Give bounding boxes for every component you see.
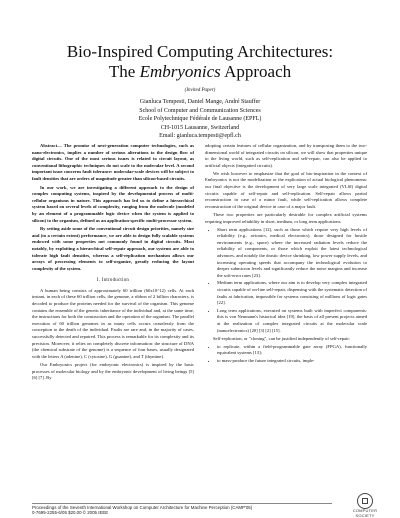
computer-society-icon [357,493,373,509]
logo-text: COMPUTER SOCIETY [352,508,378,518]
right-paragraph-1: adopting certain features of cellular organization, and by transposing them to the two-dimensional world of integrated circuits on silicon, we will show that properties unique to the living world, such as self-replication and self-repair, can also be applied to artificial objects (integrated circuits). [205,143,367,168]
author-names: Gianluca Tempesti, Daniel Mange, André Stauffer [139,99,261,105]
list-item: • Long term applications, executed on systems built with imperfect components: this is von Neumann's historical idea [19], the basis of all present projects aimed at the realization of complex integrated circuits at the molecular scale (nanoelectronics) [20] [3] [2] [15]. [217,308,367,334]
title-suffix: Approach [220,62,292,81]
list-item: • to replicate, within a field-programmable gate array (FPGA), functionally equivalent systems [13]; [217,344,367,357]
affiliation-1: School of Computer and Communication Sciences [139,107,261,114]
right-paragraph-3: These two properties are particularly desirable for complex artificial systems requiring improved reliability in short, medium, or long term applications. [205,211,367,224]
applications-list [205,227,367,335]
section-heading-introduction: I. Introduction [96,278,130,284]
footer-isbn: 0-7695-2255-6/05 $20.00 © 2005 IEEE [32,510,109,516]
abstract-paragraph-3: By setting aside some of the conventional circuit design priorities, namely size and (to a certain extent) performance, we are able to design fully scalable systems endowed with some properties not commonly found in digital circuits. Most notably, by exploiting a hierarchical self-repair approach, our systems are able to tolerate high fault densities, whereas a self-replication mechanism allows our arrays of processing elements to self-organize, greatly reducing the layout complexity of the system. [32,226,194,271]
list-item: • to mass-produce the future integrated circuits, imple- [217,358,367,365]
title-line-1: Bio-Inspired Computing Architectures: [66,42,334,61]
right-column [205,143,367,366]
self-replication-list [205,344,367,365]
left-column [32,143,194,383]
right-paragraph-2: We wish however to emphasize that the goal of bio-inspiration in the context of Embryonics is not the modelization or the explication of actual biological phenomena: our final objective is the development of very large scale integrated (VLSI) digital circuits capable of self-repair and self-replication. Self-repair allows partial reconstruction in case of a minor fault, while self-replication allows complete reconstruction of the original device in case of a major fault. [205,170,367,209]
title-prefix: The [108,62,140,81]
list-item: • Medium term applications, where our aim is to develop very complex integrated circuits capable of on-line self-repair, dispensing with the systematic detection of faults at fabrication, impossible for systems consisting of millions of logic gates [22]. [217,280,367,306]
author-email: Email: gianluca.tempesti@epfl.ch [159,133,241,139]
right-paragraph-4: Self-replication, or "cloning", can be justified independently of self-repair: [213,335,351,341]
footer-proceedings: Proceedings of the Seventh International Workshop on Computer Architecture for Machine Perception (CAMP'05) [32,505,253,510]
abstract-paragraph-1: Abstract— The promise of next-generation computer technologies, such as nano-electronics, implies a number of serious alterations to the design flow of digital circuits. One of the most serious issues is related to circuit layout, as conventional lithographic techniques do not scale to the molecular level. A second important issue concerns fault tolerance: molecular-scale devices will be subject to fault densities that are orders of magnitude greater than silicon-based circuits. [32,143,194,181]
footer-divider [32,503,332,504]
footer [32,505,252,516]
computer-society-logo [345,493,385,518]
paper-title [0,42,400,82]
intro-paragraph-2: Our Embryonics project (for embryonic electronics) is inspired by the basic processes of molecular biology and by the embryonic development of living beings [5] [6] [7]. By [32,361,194,381]
author-block [0,98,400,141]
list-item: • Short term applications [12], such as those which require very high levels of reliability (e.g., avionics, medical electronics), those designed for hostile environments (e.g., space) where the increased radiation levels reduce the reliability of components, or those which exploit the latest technological advances, and notably the drastic device shrinking, low power supply levels, and increasing operating speeds that accompany the technological evolution to deeper submicron levels and significantly reduce the noise margins and increase the soft-error rates [23]. [217,227,367,280]
abstract-paragraph-2: In our work, we are investigating a different approach to the design of complex computing systems, inspired by the developmental process of multi-cellular organisms in nature. This approach has led us to define a hierarchical system based on several levels of complexity, ranging from the molecule (modeled by an element of a programmable logic device when the system is applied to silicon) to the organism, defined as an application-specific multi-processor system. [32,184,194,223]
title-line-2 [0,62,400,82]
title-emphasis: Embryonics [139,62,221,81]
invited-label: (Invited Paper) [184,88,216,93]
intro-paragraph-1: A human being consists of approximately 60 trillion (60x10^12) cells. At each instant, in each of these 60 trillion cells, the genome, a ribbon of 2 billion characters, is decoded to produce the proteins needed for the survival of the organism. This genome contains the ensemble of the genetic inheritance of the individual and, at the same time, the instructions for both the construction and the operation of the organism. The parallel execution of 60 trillion genomes in as many cells occurs ceaselessly from the conception to the death of the individual. Faults are rare and, in the majority of cases, successfully detected and repaired. This process is remarkable for its complexity and its precision. Moreover, it relies on completely discrete information: the structure of DNA (the chemical substrate of the genome) is a sequence of four bases, usually designated with the letters A (adenine), C (cytosine), G (guanine), and T (thymine). [32,287,194,359]
affiliation-3: CH-1015 Lausanne, Switzerland [160,124,240,131]
affiliation-2: Ecole Polytechnique Fédérale de Lausanne (EPFL) [138,116,262,122]
